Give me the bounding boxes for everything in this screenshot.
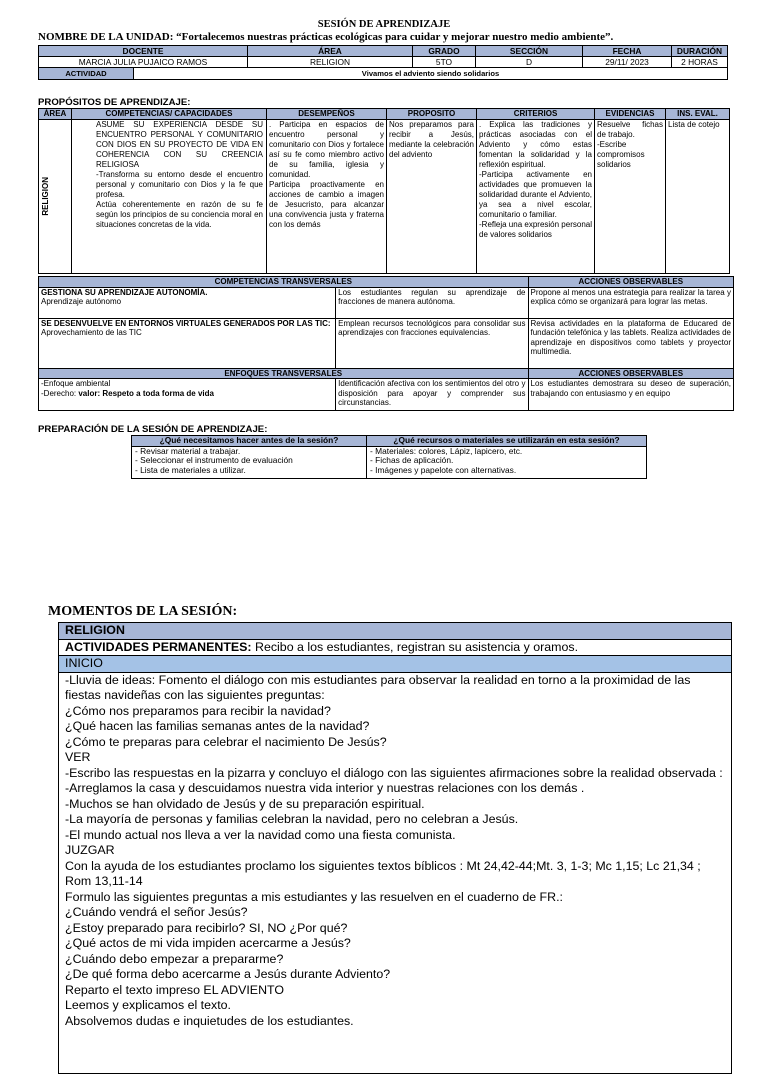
info-value-row [39,57,728,68]
moment-line: ¿Cómo te preparas para celebrar el nacimiento De Jesús? [65,734,387,749]
activity-value: Vivamos el adviento siendo solidarios [134,68,728,80]
focus-header-row [39,368,734,379]
criterios-cell [477,120,595,274]
transversal-header-row [39,277,734,288]
list-item: - Fichas de aplicación. [370,455,454,466]
moment-line: -La mayoría de personas y familias celebran la navidad, pero no celebran a Jesús. [65,812,519,827]
purposes-area-cell [39,120,72,274]
preparation-table [131,435,647,479]
permanent-activities-row [59,639,732,656]
moment-heading: JUZGAR [65,843,115,858]
transversal-action: Revisa actividades en la plataforma de Educared de fundación telefónica y las tablets. Realiza actividades de aprendizaje en dispositivos como tablets y proyector multimedia. [528,318,734,368]
unit-label: NOMBRE DE LA UNIDAD: [38,31,174,43]
evidencia: -Escribe compromisos solidarios [597,140,645,169]
info-header: DOCENTE [39,46,248,57]
criterio: -Refleja una expresión personal de valores solidarios [479,220,592,239]
session-title: SESIÓN DE APRENDIZAJE [317,19,451,30]
comp-transversal-header: COMPETENCIAS TRANSVERSALES [39,277,529,288]
transversal-comp-title: GESTIONA SU APRENDIZAJE AUTONOMÍA. [41,287,208,297]
preparation-title: PREPARACIÓN DE LA SESIÓN DE APRENDIZAJE: [38,424,268,435]
purposes-header-row [39,109,730,120]
competencia-main: ASUME SU EXPERIENCIA DESDE SU ENCUENTRO PERSONAL Y COMUNITARIO CON DIOS EN SU PROYECTO DE VIDA EN COHERENCIA CON SU CREENCIA RELIGIOSA [96,120,263,169]
transversal-comp-title: SE DESENVUELVE EN ENTORNOS VIRTUALES GENERADOS POR LAS TIC: [41,318,331,328]
moment-line: -Escribo las respuestas en la pizarra y concluyo el diálogo con las siguientes afirmaciones sobre la realidad observada : [65,765,723,780]
list-item: - Lista de materiales a utilizar. [135,464,246,475]
transversal-desc: Los estudiantes regulan su aprendizaje de fracciones de manera autónoma. [336,287,528,318]
actions-header: ACCIONES OBSERVABLES [528,277,734,288]
purposes-header: EVIDENCIAS [595,109,666,120]
list-item: - Seleccionar el instrumento de evaluación [135,455,293,466]
permanent-text: Recibo a los estudiantes, registran su asistencia y oramos. [255,639,579,654]
info-table [38,45,728,68]
focus-desc: Identificación afectiva con los sentimientos del otro y disposición para apoyar y comprender sus circunstancias. [336,379,528,411]
focus-actions-header: ACCIONES OBSERVABLES [528,368,734,379]
unit-name: “Fortalecemos nuestras prácticas ecológicas para cuidar y mejorar nuestro medio ambiente”. [176,31,614,43]
moment-line: ¿Cuándo vendrá el señor Jesús? [65,905,248,920]
info-header: GRADO [413,46,476,57]
transversal-row [39,318,734,368]
transversal-table [38,276,734,411]
purposes-header: PROPOSITO [387,109,477,120]
desempeno: Participa proactivamente en acciones de cambio a imagen de Jesucristo, para alcanzar una convivencia justa y fraterna con los demás [269,180,384,229]
moment-line: ¿De qué forma debo acercarme a Jesús durante Adviento? [65,967,391,982]
moment-line: ¿Qué actos de mi vida impiden acercarme a Jesús? [65,936,351,951]
purposes-title: PROPÓSITOS DE APRENDIZAJE: [38,97,191,108]
transversal-desc: Emplean recursos tecnológicos para consolidar sus aprendizajes con fracciones equivalencias. [336,318,528,368]
moment-line: ¿Cuándo debo empezar a prepararme? [65,951,284,966]
capacidad: Actúa coherentemente en razón de su fe según los principios de su conciencia moral en situaciones concretas de la vida. [96,200,263,229]
moments-body [59,672,732,1073]
purposes-content-row [39,120,730,274]
moment-line: Reparto el texto impreso EL ADVIENTO [65,982,284,997]
purposes-header: COMPETENCIAS/ CAPACIDADES [72,109,267,120]
moments-title: MOMENTOS DE LA SESIÓN: [48,604,238,619]
transversal-comp [39,318,336,368]
activity-table [38,67,728,80]
purposes-header: INS. EVAL. [666,109,730,120]
moment-line: ¿Cómo nos preparamos para recibir la navidad? [65,703,331,718]
transversal-comp-subtitle: Aprovechamiento de las TIC [41,328,142,338]
evidencia: Resuelve fichas de trabajo. [597,120,663,139]
moment-line: Leemos y explicamos el texto. [65,998,231,1013]
criterio: . Explica las tradiciones y prácticas asociadas con el Adviento y cómo estas fomentan la solidaridad y la reflexión espiritual. [479,120,592,169]
desempeno: . Participa en espacios de encuentro personal y comunitario con Dios y fortalece así su fe como miembro activo de su familia, iglesia y comunidad. [269,120,384,179]
moment-line: -Lluvia de ideas: Fomento el diálogo con mis estudiantes para observar la realidad en torno a la proximidad de las fiestas navideñas con las siguientes preguntas: [65,672,691,703]
info-header: SECCIÓN [476,46,583,57]
preparation-header-row [132,436,647,447]
preparation-before-cell [132,446,367,478]
permanent-activities [59,639,732,656]
transversal-comp-subtitle: Aprendizaje autónomo [41,297,122,307]
focus-value: valor: Respeto a toda forma de vida [78,388,214,398]
section-value: D [476,57,583,68]
preparation-content-row [132,446,647,478]
preparation-header: ¿Qué necesitamos hacer antes de la sesión? [132,436,367,447]
inicio-heading: INICIO [59,656,732,673]
moment-line: Absolvemos dudas e inquietudes de los estudiantes. [65,1013,354,1028]
preparation-header: ¿Qué recursos o materiales se utilizarán en esta sesión? [367,436,647,447]
transversal-comp [39,287,336,318]
moment-line: Formulo las siguientes preguntas a mis estudiantes y las resuelven en el cuaderno de FR.: [65,889,563,904]
teacher-name: MARCIA JULIA PUJAICO RAMOS [39,57,248,68]
moment-line: ¿Estoy preparado para recibirlo? SI, NO ¿Por qué? [65,920,348,935]
competencias-cell [72,120,267,274]
info-header: DURACIÓN [672,46,728,57]
focus-header: ENFOQUES TRANSVERSALES [39,368,529,379]
inicio-row [59,656,732,673]
list-item: - Materiales: colores, Lápiz, lapicero, etc. [370,445,523,456]
moment-line: ¿Qué hacen las familias semanas antes de la navidad? [65,719,370,734]
focus-action: Los estudiantes demostrara su deseo de superación, trabajando con entusiasmo y en equipo [528,379,734,411]
activity-label: ACTIVIDAD [39,68,134,80]
moments-body-row [59,672,732,1073]
moments-area-row [59,623,732,640]
preparation-resources-cell [367,446,647,478]
purposes-header: CRITERIOS [477,109,595,120]
purposes-table [38,108,730,274]
focus-line2-prefix: -Derecho: [41,388,77,398]
info-header: ÁREA [248,46,413,57]
evidencias-cell [595,120,666,274]
list-item: - Revisar material a trabajar. [135,445,241,456]
transversal-row [39,287,734,318]
focus-row [39,379,734,411]
transversal-action: Propone al menos una estrategia para realizar la tarea y explica cómo se organizará para lograr las metas. [528,287,734,318]
duration-value: 2 HORAS [672,57,728,68]
proposito-cell: Nos preparamos para recibir a Jesús, mediante la celebración del adviento [387,120,477,274]
moment-line: -El mundo actual nos lleva a ver la navidad como una fiesta comunista. [65,827,456,842]
moment-line: -Muchos se han olvidado de Jesús y de su preparación espiritual. [65,796,425,811]
capacidad: -Transforma su entorno desde el encuentro personal y comunitario con Dios y la fe que profesa. [96,170,263,199]
moment-line: Con la ayuda de los estudiantes proclamo los siguientes textos bíblicos : Mt 24,42-44;Mt. 3, 1-3; Mc 1,15; Lc 21,34 ; Rom 13,11-14 [65,858,701,889]
date-value: 29/11/ 2023 [583,57,672,68]
purposes-header: ÁREA [39,109,72,120]
desempenos-cell [267,120,387,274]
grade-value: 5TO [413,57,476,68]
moments-table [58,622,732,1074]
purposes-area: RELIGION [41,177,50,216]
instrumento-cell: Lista de cotejo [666,120,730,274]
focus-line: -Enfoque ambiental [41,379,111,389]
focus-line [41,389,333,399]
permanent-label: ACTIVIDADES PERMANENTES: [65,639,252,654]
moments-area: RELIGION [59,623,732,640]
criterio: -Participa activamente en actividades que promueven la solidaridad durante el Adviento, ya sea a nivel escolar, comunitario o familiar. [479,170,592,219]
moment-heading: VER [65,750,91,765]
area-value: RELIGION [248,57,413,68]
info-header-row [39,46,728,57]
moment-line: -Arreglamos la casa y descuidamos nuestra vida interior y nuestras relaciones con los demás . [65,781,585,796]
unit-name-line [38,31,613,43]
info-header: FECHA [583,46,672,57]
purposes-header: DESEMPEÑOS [267,109,387,120]
list-item: - Imágenes y papelote con alternativas. [370,464,517,475]
focus-cell [39,379,336,411]
